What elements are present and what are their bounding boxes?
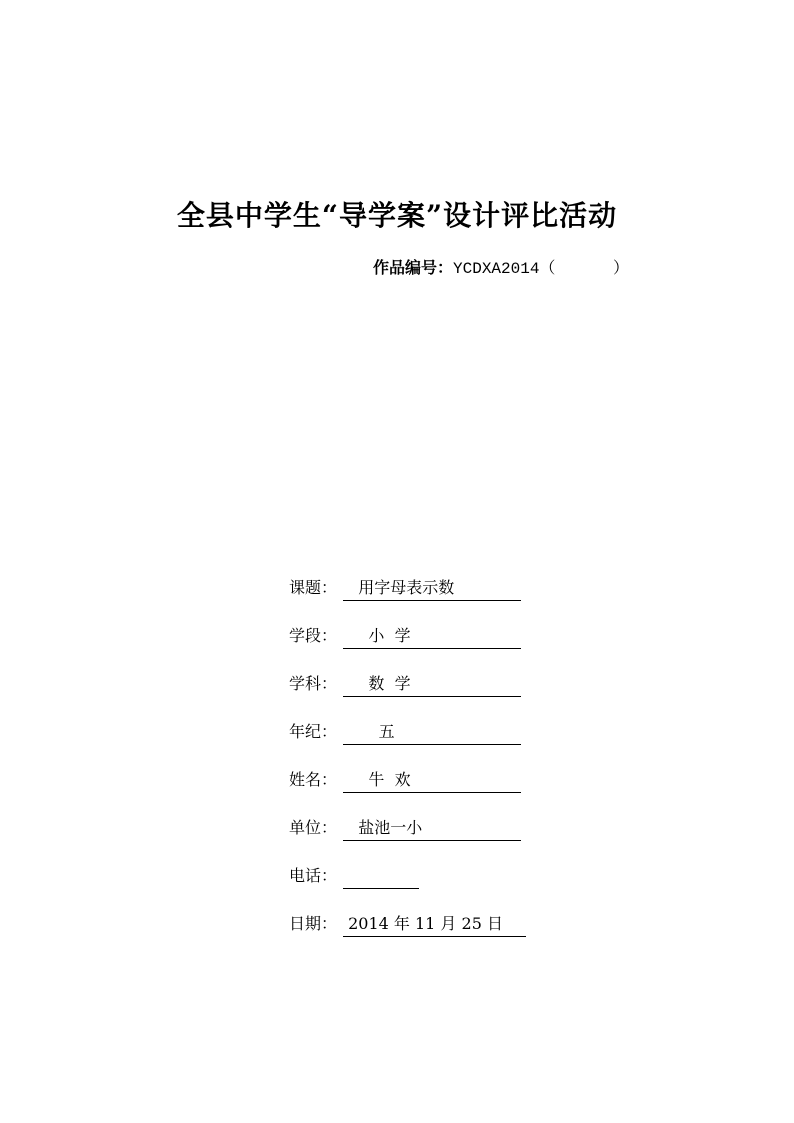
field-label: 姓名： (289, 770, 338, 789)
field-value: 2014 年 11 月 25 日 (343, 910, 526, 937)
work-number-label: 作品编号： (373, 258, 454, 277)
document-title: 全县中学生“导学案”设计评比活动 (176, 199, 618, 232)
field-value: 五 (343, 718, 521, 745)
field-unit (289, 814, 549, 862)
field-label: 单位： (289, 818, 338, 837)
field-value: 盐池一小 (343, 814, 521, 841)
field-date (289, 910, 549, 958)
field-label: 电话： (289, 866, 338, 885)
field-value: 牛 欢 (343, 766, 521, 793)
field-subject (289, 670, 549, 718)
field-label: 年纪： (289, 722, 338, 741)
info-form (289, 574, 549, 958)
field-topic (289, 574, 549, 622)
field-phone (289, 862, 549, 910)
field-value (343, 862, 419, 889)
work-number (373, 256, 629, 281)
field-name (289, 766, 549, 814)
field-value: 小 学 (343, 622, 521, 649)
field-label: 日期： (289, 914, 338, 933)
field-label: 课题： (289, 578, 338, 597)
field-label: 学段： (289, 626, 338, 645)
field-stage (289, 622, 549, 670)
field-value: 用字母表示数 (343, 574, 521, 601)
field-grade (289, 718, 549, 766)
field-value: 数 学 (343, 670, 521, 697)
field-label: 学科： (289, 674, 338, 693)
work-number-value: YCDXA2014（ ） (453, 260, 630, 278)
